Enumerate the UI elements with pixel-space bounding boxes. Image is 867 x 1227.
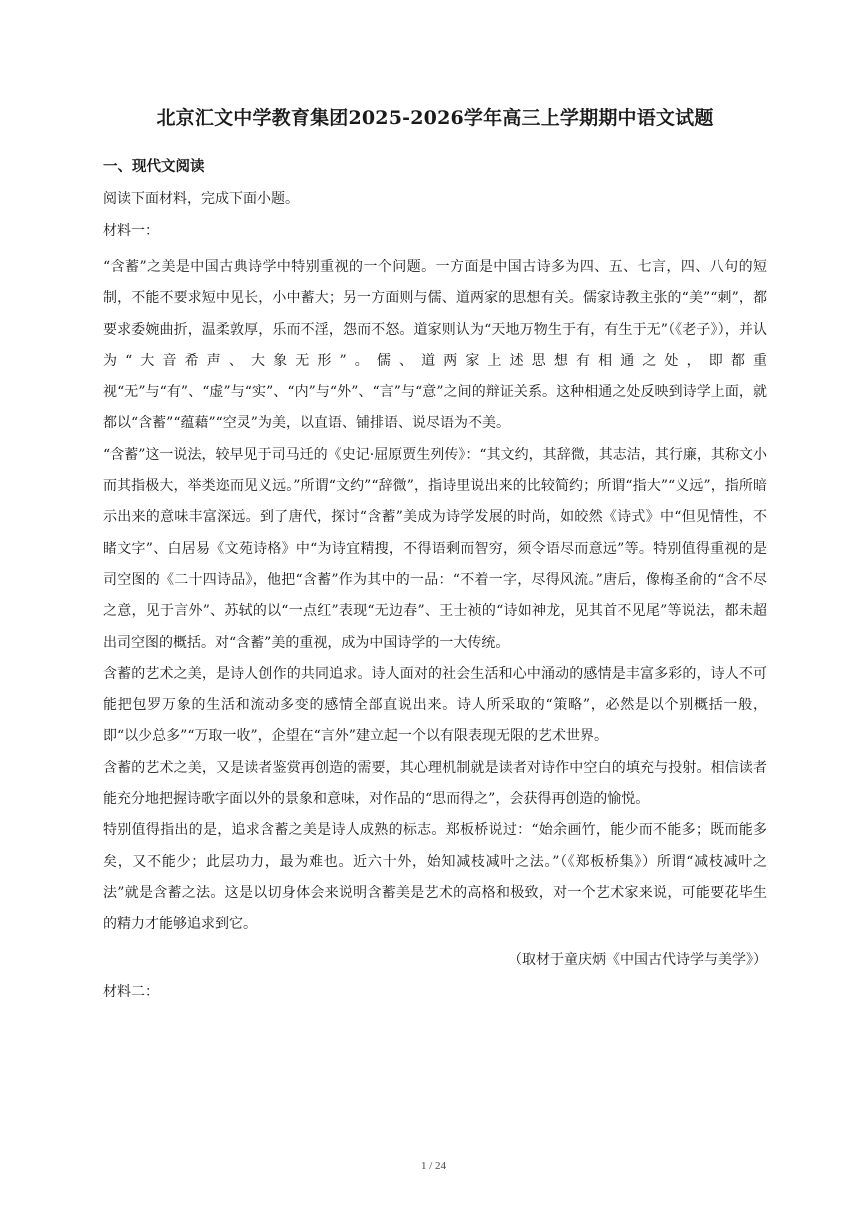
paragraph: “含蓄”这一说法，较早见于司马迁的《史记·屈原贾生列传》：“其文约，其辞微，其志洁，其行廉，其称文小而其指极大，举类迩而见义远。”所谓“文约”“辞微”，指诗里说出来的比较简约；所谓“指大”“义远”，指所暗示出来的意味丰富深远。到了唐代，探讨“含蓄”美成为诗学发展的时尚，如皎然《诗式》中“但见情性，不睹文字”、白居易《文苑诗格》中“为诗宜精搜，不得语剩而智穷，须令语尽而意远”等。特别值得重视的是司空图的《二十四诗品》，他把“含蓄”作为其中的一品：“不着一字，尽得风流。”唐后，像梅圣俞的“含不尽之意，见于言外”、苏轼的以“一点红”表现“无边春”、王士祯的“诗如神龙，见其首不见尾”等说法，都未超出司空图的概括。对“含蓄”美的重视，成为中国诗学的一大传统。 bbox=[103, 446, 767, 651]
section-heading: 一、现代文阅读 bbox=[103, 158, 205, 175]
source-citation: （取材于童庆炳《中国古代诗学与美学》） bbox=[508, 951, 767, 968]
paragraph: 含蓄的艺术之美，又是读者鉴赏再创造的需要，其心理机制就是读者对诗作中空白的填充与投射。相信读者能充分地把握诗歌字面以外的景象和意味，对作品的“思而得之”，会获得再创造的愉悦。 bbox=[103, 759, 767, 808]
page-number: 1 / 24 bbox=[420, 1160, 447, 1172]
reading-instruction: 阅读下面材料，完成下面小题。 bbox=[103, 191, 299, 207]
document-page bbox=[103, 103, 767, 1013]
material-one-label: 材料一： bbox=[103, 223, 159, 239]
paragraph: “含蓄”之美是中国古典诗学中特别重视的一个问题。一方面是中国古诗多为四、五、七言，四、八句的短制，不能不要求短中见长，小中蓄大；另一方面则与儒、道两家的思想有关。儒家诗教主张的“美”“刺”，都要求委婉曲折，温柔敦厚，乐而不淫，怨而不怒。道家则认为“天地万物生于有，有生于无”（《老子》），并认为“大音希声、大象无形”。儒、道两家上述思想有相通之处，即都重视“无”与“有”、“虚”与“实”、“内”与“外”、“言”与“意”之间的辩证关系。这种相通之处反映到诗学上面，就都以“含蓄”“蕴藉”“空灵”为美，以直语、铺排语、说尽语为不美。 bbox=[103, 259, 767, 432]
paragraph: 特别值得指出的是，追求含蓄之美是诗人成熟的标志。郑板桥说过：“始余画竹，能少而不能多；既而能多矣，又不能少；此层功力，最为难也。近六十外，始知减枝减叶之法。”（《郑板桥集》）所谓“减枝减叶之法”就是含蓄之法。这是以切身体会来说明含蓄美是艺术的高格和极致，对一个艺术家来说，可能要花毕生的精力才能够追求到它。 bbox=[103, 822, 767, 933]
document-title: 北京汇文中学教育集团2025-2026学年高三上学期期中语文试题 bbox=[156, 107, 714, 129]
material-two-label: 材料二： bbox=[103, 983, 159, 1000]
paragraph: 含蓄的艺术之美，是诗人创作的共同追求。诗人面对的社会生活和心中涌动的感情是丰富多彩的，诗人不可能把包罗万象的生活和流动多变的感情全部直说出来。诗人所采取的“策略”，必然是以个别概括一般，即“以少总多”“万取一收”，企望在“言外”建立起一个以有限表现无限的艺术世界。 bbox=[103, 665, 767, 745]
